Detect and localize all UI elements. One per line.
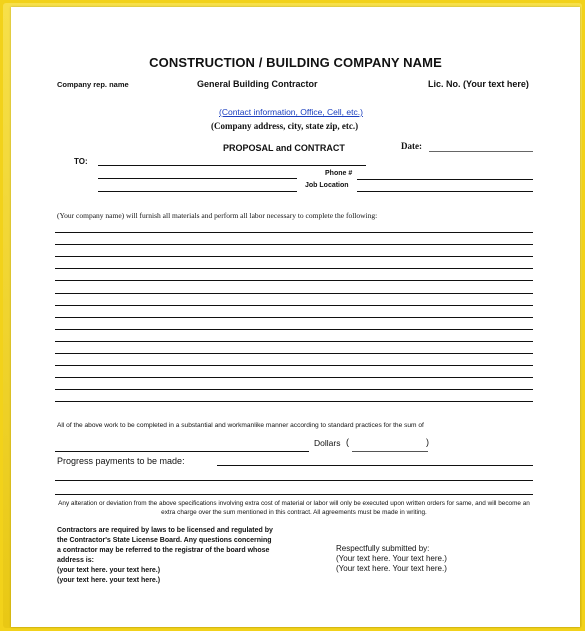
work-description-line[interactable] <box>55 280 533 281</box>
work-description-line[interactable] <box>55 341 533 342</box>
to-field-line-1[interactable] <box>98 165 366 166</box>
paren-open: ( <box>346 437 349 447</box>
progress-payments-line-2[interactable] <box>55 480 533 481</box>
license-notice-line: (your text here. your text here.) <box>57 577 161 584</box>
work-description-line[interactable] <box>55 389 533 390</box>
work-description-line[interactable] <box>55 305 533 306</box>
license-notice-line: Contractors are required by laws to be licensed and regulated by <box>57 527 273 534</box>
license-board-notice <box>57 526 297 586</box>
work-description-line[interactable] <box>55 365 533 366</box>
respectfully-line: (Your text here. Your text here.) <box>336 554 447 563</box>
amount-field[interactable] <box>352 451 428 452</box>
document-frame <box>3 3 582 628</box>
work-description-line[interactable] <box>55 268 533 269</box>
respectfully-line: (Your text here. Your text here.) <box>336 564 447 573</box>
respectfully-line: Respectfully submitted by: <box>336 544 430 553</box>
contact-info-link[interactable]: (Contact information, Office, Cell, etc.) <box>219 107 363 117</box>
company-address: (Company address, city, state zip, etc.) <box>211 121 359 131</box>
progress-payments-label: Progress payments to be made: <box>57 456 185 466</box>
progress-payments-field[interactable] <box>217 465 533 466</box>
progress-payments-line-3[interactable] <box>55 494 533 495</box>
license-notice-line: a contractor may be referred to the registrar of the board whose <box>57 547 270 554</box>
work-description-line[interactable] <box>55 377 533 378</box>
work-description-line[interactable] <box>55 244 533 245</box>
scope-text: (Your company name) will furnish all materials and perform all labor necessary to complete the following: <box>57 211 378 220</box>
sum-field[interactable] <box>55 451 309 452</box>
phone-label: Phone # <box>325 170 353 177</box>
work-description-line[interactable] <box>55 401 533 402</box>
to-label: TO: <box>74 157 88 166</box>
alteration-notice: Any alteration or deviation from the above specifications involving extra cost of material or labor will only be executed upon written orders for same, and will become an extra charge over the sum mentioned in this contract. All agreements must be made in writing. <box>58 500 530 516</box>
to-field-line-3[interactable] <box>98 191 297 192</box>
company-rep-label: Company rep. name <box>57 80 129 89</box>
phone-field[interactable] <box>357 179 533 180</box>
work-description-line[interactable] <box>55 256 533 257</box>
dollars-label: Dollars <box>314 438 341 448</box>
company-name-title: CONSTRUCTION / BUILDING COMPANY NAME <box>149 55 442 70</box>
job-location-label: Job Location <box>305 182 349 189</box>
job-location-field[interactable] <box>357 191 533 192</box>
work-description-line[interactable] <box>55 329 533 330</box>
to-field-line-2[interactable] <box>98 178 297 179</box>
completion-text: All of the above work to be completed in a substantial and workmanlike manner according to standard practices for the sum of <box>57 422 424 429</box>
license-number: Lic. No. (Your text here) <box>428 79 529 89</box>
work-description-line[interactable] <box>55 293 533 294</box>
work-description-line[interactable] <box>55 232 533 233</box>
contract-page <box>11 7 580 627</box>
proposal-title: PROPOSAL and CONTRACT <box>223 143 345 153</box>
paren-close: ) <box>426 437 429 447</box>
work-description-line[interactable] <box>55 353 533 354</box>
date-label: Date: <box>401 141 422 151</box>
license-notice-line: the Contractor's State License Board. Any questions concerning <box>57 537 272 544</box>
license-notice-line: address is: <box>57 557 94 564</box>
date-field[interactable] <box>429 151 533 152</box>
contractor-type: General Building Contractor <box>197 79 318 89</box>
license-notice-line: (your text here. your text here.) <box>57 567 161 574</box>
work-description-line[interactable] <box>55 317 533 318</box>
respectfully-submitted-block <box>336 544 536 574</box>
